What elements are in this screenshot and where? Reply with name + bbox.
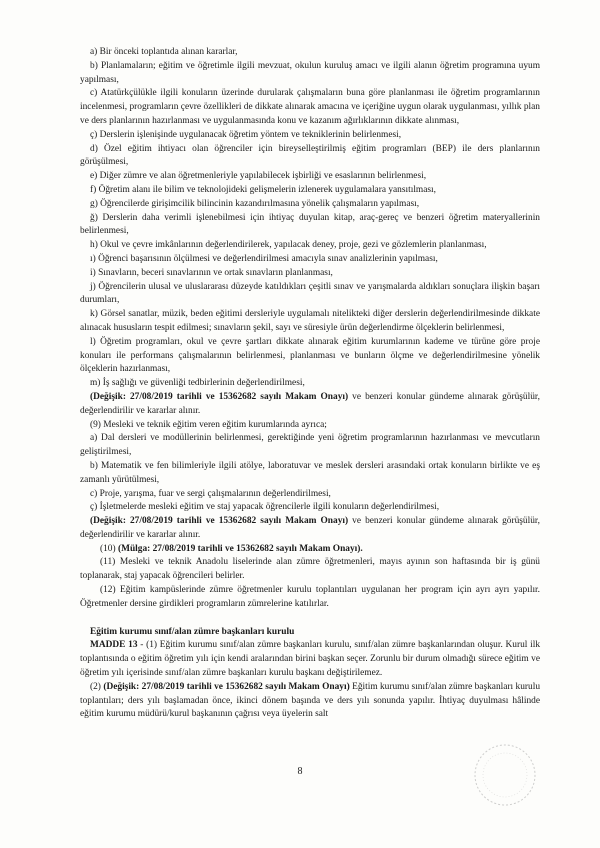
paragraph-text: ve benzeri konular gündeme alınarak görüşülür, değerlendirilir ve kararlar alınır. [80, 516, 540, 540]
paragraph [80, 184, 540, 198]
paragraph-text: c) Proje, yarışma, fuar ve sergi çalışmalarının değerlendirilmesi, [90, 488, 331, 499]
official-stamp [470, 740, 540, 810]
paragraph-text: m) İş sağlığı ve güvenliği tedbirlerinin değerlendirilmesi, [90, 378, 305, 389]
paragraph [80, 556, 540, 584]
paragraph [80, 432, 540, 460]
paragraph [80, 460, 540, 488]
amendment-note: (Değişik: 27/08/2019 tarihli ve 15362682 sayılı Makam Onayı) [90, 391, 349, 402]
paragraph [80, 377, 540, 391]
paragraph [80, 681, 540, 722]
paragraph [80, 391, 540, 419]
paragraph-text: - (1) Eğitim kurumu sınıf/alan zümre başkanları kurulu, sınıf/alan zümre başkanlarından oluşur. Kurul ilk toplantısında o eğitim öğretim yılı için kendi aralarından birini başkan seçer. Zorunlu bir durum olmadığı sürece eğitim ve öğretim yılı içerisinde sınıf/alan zümre başkanları kurulu başkanı değiştirilemez. [80, 640, 541, 679]
paragraph-text: ı) Öğrenci başarısının ölçülmesi ve değerlendirilmesi amacıyla sınav analizlerinin yapılması, [90, 253, 438, 264]
paragraph-text: a) Bir önceki toplantıda alınan kararlar, [90, 47, 238, 57]
amendment-note: (Değişik: 27/08/2019 tarihli ve 15362682 sayılı Makam Onayı) [90, 516, 349, 527]
paragraph [80, 87, 540, 128]
paragraph-text: g) Öğrencilerde girişimcilik bilincinin kazandırılmasına yönelik çalışmaların yapılması, [90, 198, 420, 209]
paragraph-text: e) Diğer zümre ve alan öğretmenleriyle yapılabilecek işbirliği ve esaslarının belirlenmesi, [90, 171, 427, 182]
document-body [80, 46, 540, 722]
paragraph [80, 143, 540, 171]
paragraph [80, 60, 540, 88]
paragraph-text: ve benzeri konular gündeme alınarak görüşülür, değerlendirilir ve kararlar alınır. [80, 391, 540, 416]
paragraph-text: (12) Eğitim kampüslerinde zümre öğretmenler kurulu toplantıları uygulanan her program için ayrı ayrı yapılır. Öğretmenler dersine girdikleri programların zümrelerine katılırlar. [80, 585, 540, 609]
paragraph [80, 46, 540, 60]
paragraph [80, 501, 540, 515]
paragraph-text: b) Planlamaların; eğitim ve öğretimle ilgili mevzuat, okulun kuruluş amacı ve ilgili alanın öğretim programına uyum yapılması, [80, 60, 540, 85]
article-label: MADDE 13 [90, 640, 138, 651]
paragraph-text: h) Okul ve çevre imkânlarının değerlendirilerek, yapılacak deney, proje, gezi ve gözlemlerin planlanması, [90, 240, 487, 251]
paragraph-text: l) Öğretim programları, okul ve çevre şartları dikkate alınarak eğitim kurumlarının kademe ve türüne göre proje konuları ile performans çalışmalarının belirlenmesi, planlanması ve bunların ölçme ve değerlendirilmesine yönelik ölçeklerin hazırlanması, [80, 336, 540, 375]
article-paragraph [80, 639, 540, 680]
paragraph-text: (10) [100, 543, 118, 554]
paragraph-text: f) Öğretim alanı ile bilim ve teknolojideki gelişmelerin izlenerek uygulamalara yansıtılması, [90, 184, 436, 195]
amendment-note: (Değişik: 27/08/2019 tarihli ve 15362682 sayılı Makam Onayı) [103, 681, 350, 692]
paragraph-text: k) Görsel sanatlar, müzik, beden eğitimi dersleriyle uygulamalı nitelikteki diğer derslerin değerlendirilmesinde dikkate alınacak hususların tespit edilmesi; sınavların şekil, sayı ve süresiyle ürün değerlendirme ölçeklerin belirlenmesi, [80, 309, 540, 333]
paragraph [80, 515, 540, 543]
paragraph [80, 253, 540, 267]
section-heading: Eğitim kurumu sınıf/alan zümre başkanları kurulu [90, 626, 295, 637]
paragraph [80, 129, 540, 143]
page-number: 8 [297, 766, 303, 777]
paragraph-text: i) Sınavların, beceri sınavlarının ve ortak sınavların planlanması, [90, 267, 333, 278]
paragraph-text: c) Atatürkçülükle ilgili konuların üzerinde durularak çalışmaların buna göre planlanması ile öğretim programlarının incelenmesi, programların çevre özellikleri de dikkate alınarak amacına ve içeriğine uygun olarak uygulanması, yıllık plan ve ders planlarının hazırlanması ve uygulanmasında konu ve kazanım ağırlıklarının dikkate alınması, [80, 88, 540, 126]
paragraph [80, 170, 540, 184]
paragraph-text: ç) Derslerin işlenişinde uygulanacak öğretim yöntem ve tekniklerinin belirlenmesi, [90, 129, 402, 140]
paragraph [80, 419, 540, 433]
paragraph [80, 281, 540, 309]
paragraph-text: d) Özel eğitim ihtiyacı olan öğrenciler için bireyselleştirilmiş eğitim programları (BEP) ile ders planlarının görüşülmesi, [80, 143, 540, 168]
paragraph-text: (9) Mesleki ve teknik eğitim veren eğitim kurumlarında ayrıca; [90, 419, 327, 430]
paragraph [80, 488, 540, 502]
paragraph-text: j) Öğrencilerin ulusal ve uluslararası düzeyde katıldıkları çeşitli sınav ve yarışmalarda aldıkları sonuçlara ilişkin başarı durumları, [80, 281, 540, 306]
paragraph [80, 239, 540, 253]
paragraph-text: b) Matematik ve fen bilimleriyle ilgili atölye, laboratuvar ve meslek dersleri arasındaki ortak konuların birlikte ve eş zamanlı yürütülmesi, [80, 460, 540, 485]
paragraph [80, 308, 540, 336]
paragraph [80, 543, 540, 557]
paragraph [80, 198, 540, 212]
section-gap [80, 612, 540, 626]
paragraph [80, 336, 540, 377]
amendment-note: (Mülga: 27/08/2019 tarihli ve 15362682 sayılı Makam Onayı). [117, 543, 363, 554]
paragraph-text: a) Dal dersleri ve modüllerinin belirlenmesi, gerektiğinde yeni öğretim programlarının hazırlanması ve mevcutların geliştirilmesi, [80, 433, 540, 458]
paragraph-text: Eğitim kurumu sınıf/alan zümre başkanları kurulu toplantıları; ders yılı başlamadan önce, ikinci dönem başında ve ders yılı sonunda yapılır. İhtiyaç duyulması hâlinde eğitim kurumu müdürü/kurul başkanının çağrısı veya üyelerin salt [80, 681, 541, 720]
paragraph-text: ç) İşletmelerde mesleki eğitim ve staj yapacak öğrencilerle ilgili konuların değerlendirilmesi, [90, 502, 440, 513]
paragraph-text: (11) Mesleki ve teknik Anadolu liselerinde alan zümre öğretmenleri, mayıs ayının son haftasında bir iş günü toplanarak, staj yapacak öğrencileri belirler. [80, 557, 540, 582]
paragraph-text: (2) [90, 681, 104, 692]
paragraph [80, 584, 540, 612]
paragraph [80, 212, 540, 240]
paragraph-text: ğ) Derslerin daha verimli işlenebilmesi için ihtiyaç duyulan kitap, araç-gereç ve benzeri öğretim materyallerinin belirlenmesi, [80, 212, 540, 237]
paragraph [80, 267, 540, 281]
